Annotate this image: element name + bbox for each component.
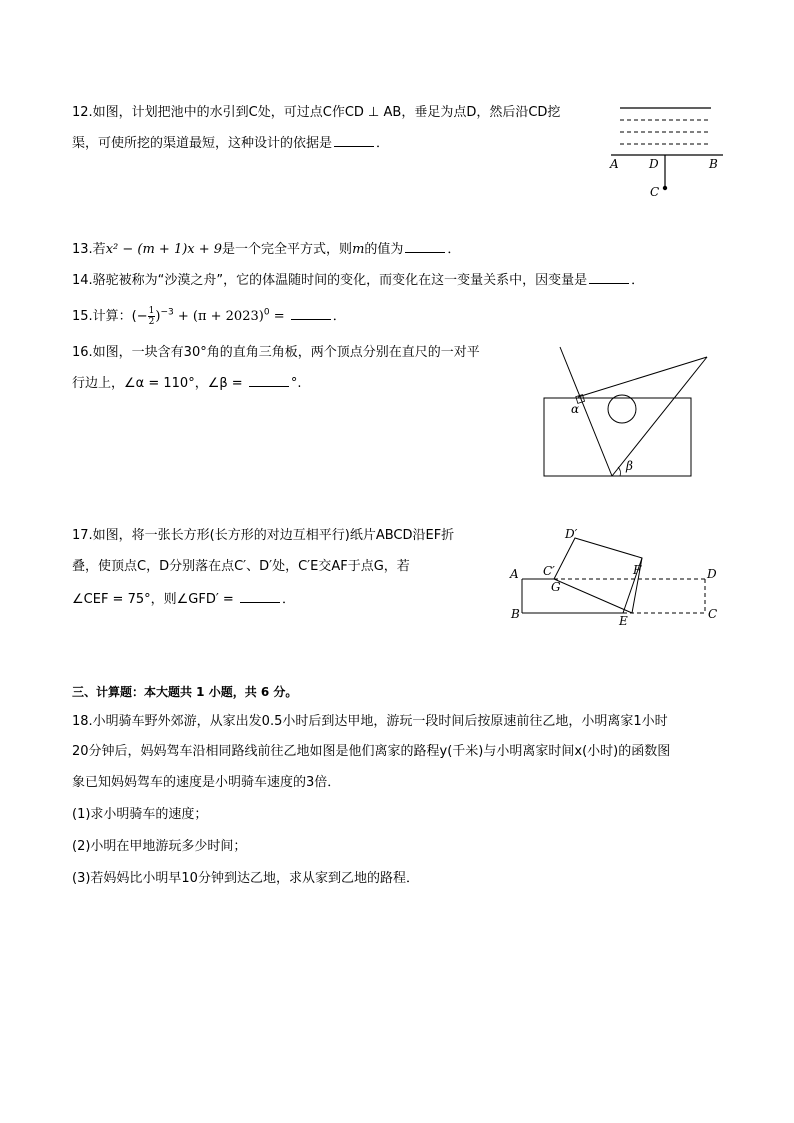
q17-label-b: B [511,607,520,621]
q12-line2-end: ． [376,136,390,151]
q17-label-c1: C′ [543,564,555,578]
q18-line1: 18.小明骑车野外郊游，从家出发0.5小时后到达甲地，游玩一段时间后按原速前往乙地，小明离家1小时 [72,714,668,729]
q17-label-g: G [551,580,561,594]
q13-prefix: 13.若 [72,242,106,257]
q17-label-a: A [510,567,519,581]
q17-label-f: F [633,563,642,577]
q15-exp2: 0 [263,307,270,318]
q15-mid: + (π + 2023) [173,309,264,324]
q12-label-b: B [709,157,718,171]
q15-den: 2 [148,317,155,327]
q16-label-alpha: α [571,402,580,416]
q13-answer-blank[interactable] [405,240,445,253]
q13-suffix: 的值为 [364,242,404,257]
q13-expr: x² − (m + 1)x + 9 [105,242,223,257]
q12-answer-blank[interactable] [334,134,374,147]
q18-line2: 20分钟后，妈妈驾车沿相同路线前往乙地如图是他们离家的路程y(千米)与小明离家时间x(小时)的函数图 [72,744,671,759]
q12-line2-text: 渠，可使所挖的渠道最短，这种设计的依据是 [72,136,333,151]
q17-line1: 17.如图，将一张长方形(长方形的对边互相平行)纸片ABCD沿EF折 [72,528,455,543]
q17-line3-end: ． [281,592,295,607]
q13-line [72,240,460,259]
q12-label-c: C [650,185,660,199]
q12-figure [605,100,735,200]
q17-label-d: D [707,567,717,581]
q18-sub2: (2)小明在甲地游玩多少时间； [72,839,247,854]
q14-text: 14.骆驼被称为“沙漠之舟”，它的体温随时间的变化，而变化在这一变量关系中，因变量是 [72,273,588,288]
q17-figure [505,525,730,635]
q15-end: ． [332,309,346,324]
q15-prefix: 15.计算：(− [72,309,148,324]
q15-answer-blank[interactable] [291,307,331,320]
q15-exp: −3 [160,307,174,318]
q17-line3 [72,590,295,609]
q14-answer-blank[interactable] [589,271,629,284]
q17-answer-blank[interactable] [240,590,280,603]
q13-var: m [352,242,365,257]
q15-line: 15.计算：(− $\frac{1}{2}$ )$^{-3} + (\pi + 2023)^0$ = ． [72,306,346,327]
q12-label-d: D [649,157,659,171]
q12-line1: 12.如图，计划把池中的水引到C处，可过点C作CD ⊥ AB，垂足为点D，然后沿CD挖 [72,105,561,120]
q16-line2-end: °. [290,376,302,391]
q16-label-beta: β [626,459,633,473]
q15-num: 1 [148,306,155,316]
q17-label-c: C [708,607,718,621]
q16-line2 [72,374,301,393]
q15-eq: = [269,309,289,324]
q17-line2: 叠，使顶点C，D分别落在点C′、D′处，C′E交AF于点G，若 [72,559,410,574]
q13-mid: 是一个完全平方式，则 [222,242,353,257]
q13-end: ． [447,242,461,257]
q17-label-d1: D′ [565,527,578,541]
q18-sub1: (1)求小明骑车的速度； [72,807,208,822]
q18-line3: 象已知妈妈驾车的速度是小明骑车速度的3倍． [72,775,341,790]
q16-line1: 16.如图，一块含有30°角的直角三角板，两个顶点分别在直尺的一对平 [72,345,480,360]
q16-answer-blank[interactable] [249,374,289,387]
section3-title: 三、计算题：本大题共 1 小题，共 6 分。 [72,685,298,699]
q17-label-e: E [619,614,628,628]
q14-end: ． [631,273,645,288]
q16-line2-text: 行边上，∠α = 110°，∠β = [72,376,247,391]
q14-line [72,271,644,290]
q18-sub3: (3)若妈妈比小明早10分钟到达乙地，求从家到乙地的路程． [72,871,419,886]
q12-label-a: A [610,157,619,171]
q16-figure [540,345,700,480]
q12-line2 [72,134,389,153]
q17-line3-text: ∠CEF = 75°，则∠GFD′ = [72,592,238,607]
